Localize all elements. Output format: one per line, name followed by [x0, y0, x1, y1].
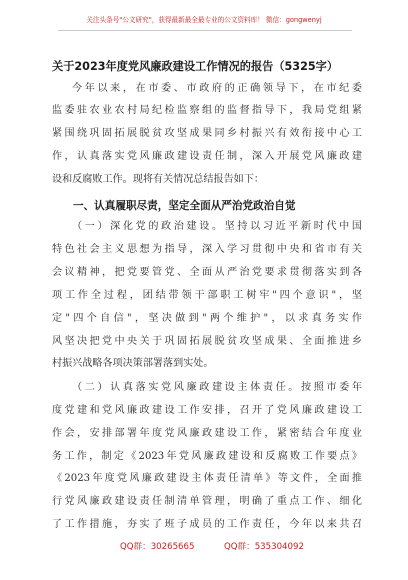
intro-line: 今年以来，在市委、市政府的正确领导下，在市纪委: [72, 83, 362, 94]
header-divider: [58, 30, 352, 31]
intro-line: 作，认真落实党风廉政建设责任制，深入开展党风廉政建: [52, 151, 362, 162]
paragraph-line: 了工作措施，夯实了班子成员的工作责任，今年以来共召: [52, 519, 362, 530]
paragraph-line: 特色社会主义思想为指导，深入学习贯彻中央和省市有关: [52, 244, 362, 255]
paragraph-line: 定"四个自信"，坚决做到"两个维护"，以求真务实作: [52, 313, 362, 324]
paragraph-line: 村振兴战略各项决策部署落到实处。: [52, 358, 214, 369]
paragraph-line: 行党风廉政建设责任制清单管理，明确了重点工作、细化: [52, 496, 362, 507]
intro-line: 紧围绕巩固拓展脱贫攻坚成果同乡村振兴有效衔接中心工: [52, 128, 362, 139]
intro-line: 设和反腐败工作。现将有关情况总结报告如下：: [52, 174, 264, 185]
document-title: 关于2023年度党风廉政建设工作情况的报告（5325字）: [52, 60, 339, 73]
paragraph-line: 项工作全过程，团结带领干部职工树牢"四个意识"，坚: [52, 290, 362, 301]
paragraph-line: 会议精神，把党要管党、全面从严治党要求贯彻落实到各: [52, 267, 362, 278]
paragraph-line: （二）认真落实党风廉政建设主体责任。按照市委年: [72, 382, 362, 393]
paragraph-line: 风坚决把党中央关于巩固拓展脱贫攻坚成果、全面推进乡: [52, 336, 362, 347]
header-banner: 关注头条号"公文研究"，获得最新最全最专业的公文资料库！ 微信：gongwenyj: [86, 16, 322, 24]
paragraph-line: （一）深化党的政治建设。坚持以习近平新时代中国: [72, 221, 362, 232]
paragraph-line: 度党建和党风廉政建设工作安排，召开了党风廉政建设工: [52, 405, 362, 416]
paragraph-line: 务工作，制定《2023年党风廉政建设和反腐败工作要点》: [52, 451, 362, 462]
footer-qq-group-1: QQ群：30265665: [120, 542, 195, 552]
paragraph-line: 作会，安排部署年度党风廉政建设工作，紧密结合年度业: [52, 428, 362, 439]
section-heading: 一、认真履职尽责，坚定全面从严治党政治自觉: [73, 200, 296, 212]
footer: [0, 540, 408, 554]
paragraph-line: 《2023年度党风廉政建设主体责任清单》等文件，全面推: [52, 473, 362, 484]
intro-line: 监委驻农业农村局纪检监察组的监督指导下，我局党组紧: [52, 105, 362, 116]
footer-qq-group-2: QQ群：535304092: [224, 542, 304, 552]
